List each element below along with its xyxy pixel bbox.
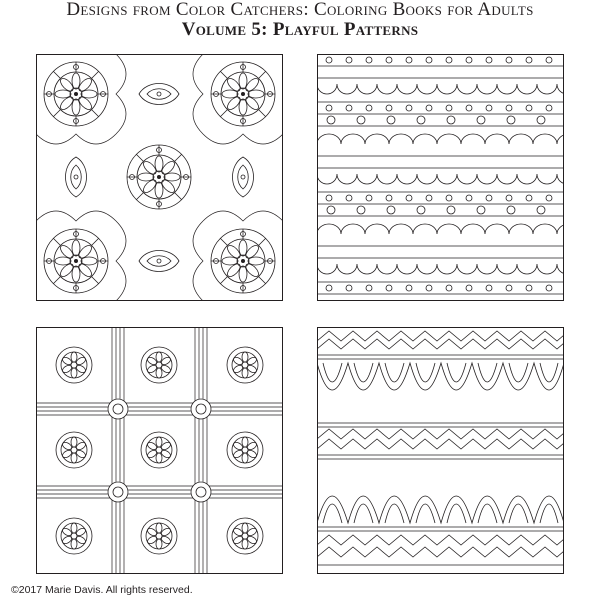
book-title: Designs from Color Catchers: Coloring Books for Adults	[66, 0, 534, 20]
stripe-pattern-art	[317, 54, 564, 301]
mandala-pattern-art	[36, 54, 283, 301]
zigzag-pattern-art	[317, 327, 564, 574]
volume-subtitle: Volume 5: Playful Patterns	[181, 19, 419, 40]
pattern-panel-zigzag	[317, 327, 564, 574]
copyright-notice: ©2017 Marie Davis. All rights reserved.	[11, 584, 193, 596]
grid-flower-pattern-art	[36, 327, 283, 574]
pattern-panel-mandala	[36, 54, 283, 301]
pattern-panel-grid-flowers	[36, 327, 283, 574]
pattern-panel-stripes	[317, 54, 564, 301]
